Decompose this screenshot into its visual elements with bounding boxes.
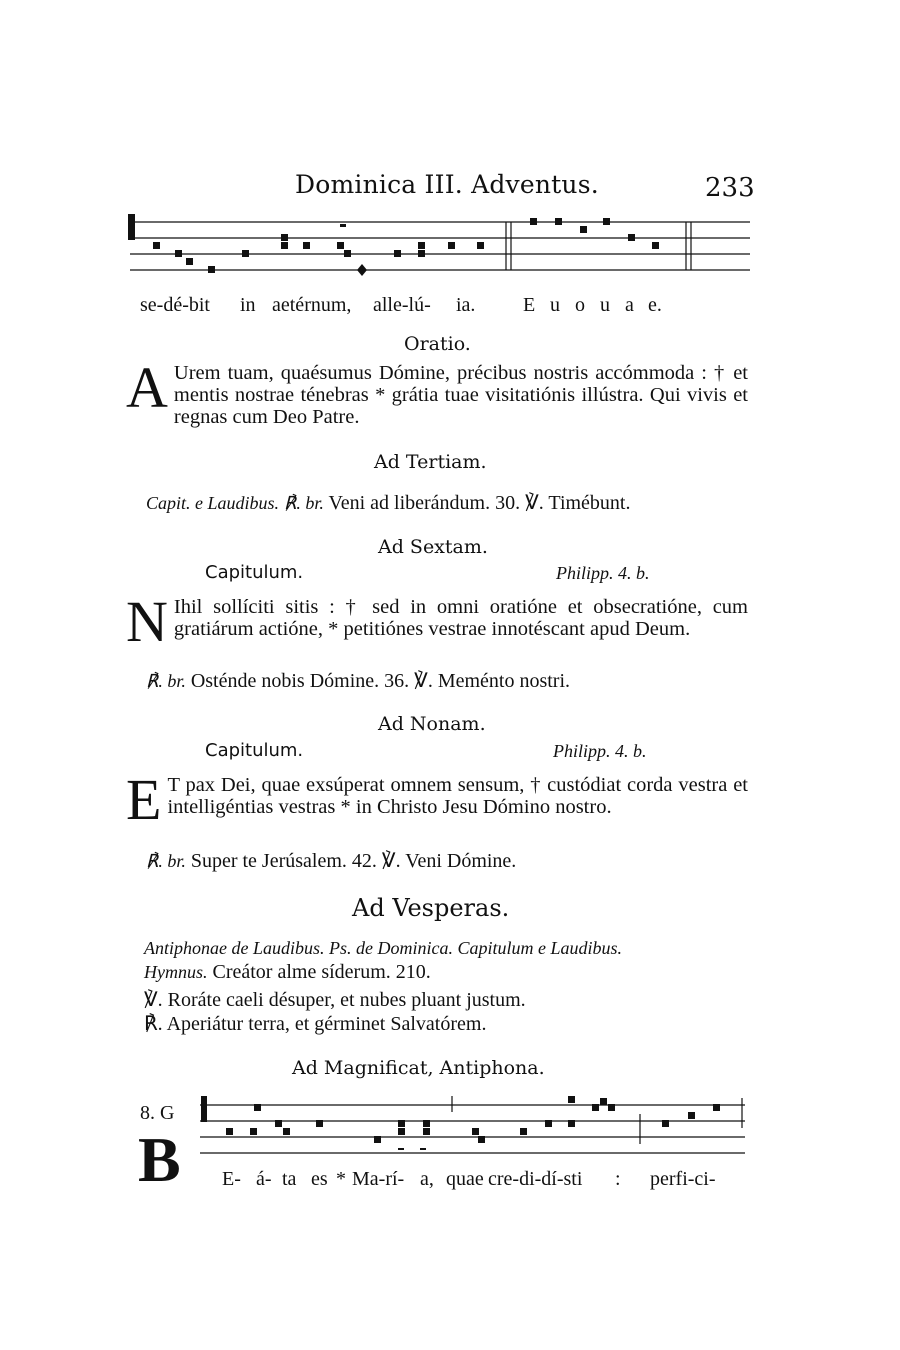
oratio-text: Urem tuam, quaésumus Dómine, précibus nostris accómmoda : † et mentis nostrae ténebras * grátia tuae visitatiónis illústra. Qui vivis et regnas cum Deo Patre.: [173, 362, 748, 428]
nonam-heading: Ad Nonam.: [378, 713, 486, 735]
chant1-syllable: e.: [648, 294, 662, 316]
sextam-resp-text: Osténde nobis Dómine. 36. ℣. Meménto nostri.: [190, 670, 571, 692]
nonam-paragraph: [126, 767, 748, 832]
sextam-reference: Philipp. 4. b.: [556, 563, 650, 583]
sextam-capitulum: Capitulum.: [205, 562, 304, 583]
mode-label: 8. G: [140, 1102, 175, 1124]
nonam-reference: Philipp. 4. b.: [553, 741, 647, 761]
tertiam-text: Veni ad liberándum. 30. ℣. Timébunt.: [328, 492, 631, 514]
nonam-responsory: [146, 848, 516, 873]
magnificat-syllable: a,: [420, 1168, 434, 1190]
oratio-paragraph: [126, 355, 748, 428]
chant1-syllable: u: [600, 294, 610, 316]
vesperas-response: ℟. Aperiátur terra, et gérminet Salvatórem.: [144, 1013, 487, 1035]
tertiam-line: [146, 490, 631, 515]
magnificat-heading: Ad Magnificat, Antiphona.: [292, 1057, 545, 1079]
magnificat-syllable: ta: [282, 1168, 297, 1190]
tertiam-resp: ℟. br.: [284, 493, 324, 513]
tertiam-heading: Ad Tertiam.: [374, 451, 487, 473]
vesperas-hymnus: Hymnus.: [144, 962, 208, 982]
sextam-responsory: [146, 668, 570, 693]
oratio-dropcap: A: [126, 355, 168, 420]
vesperas-versicle: ℣. Roráte caeli désuper, et nubes pluant justum.: [144, 989, 526, 1011]
vesperas-line2: [144, 961, 431, 984]
sextam-resp-label: ℟. br.: [146, 671, 186, 691]
magnificat-syllable: á-: [256, 1168, 272, 1190]
initial-letter: B: [138, 1124, 181, 1195]
magnificat-syllable: perfi-ci-: [650, 1168, 716, 1190]
chant1-syllable: E: [523, 294, 536, 316]
tertiam-italic: Capit. e Laudibus.: [146, 493, 280, 513]
magnificat-syllable: es: [311, 1168, 328, 1190]
oratio-heading: Oratio.: [404, 333, 471, 355]
magnificat-syllable: E-: [222, 1168, 241, 1190]
chant1-syllable: alle-lú-: [373, 294, 431, 316]
magnificat-syllable: Ma-rí-: [352, 1168, 405, 1190]
chant1-syllable: a: [625, 294, 634, 316]
page-title: Dominica III. Adventus.: [295, 170, 599, 199]
page-number: 233: [705, 173, 755, 203]
nonam-resp-text: Super te Jerúsalem. 42. ℣. Veni Dómine.: [190, 850, 517, 872]
sextam-text: Ihil sollíciti sitis : † sed in omni oratióne et obsecratióne, cum gratiárum actióne, * petitiónes vestrae innotéscant apud Deum.: [173, 596, 748, 640]
chant1-syllable: u: [550, 294, 560, 316]
chant1-syllable: ia.: [456, 294, 476, 316]
chant1-syllable: aetérnum,: [272, 294, 352, 316]
nonam-capitulum: Capitulum.: [205, 740, 304, 761]
magnificat-syllable: cre-di-dí-sti: [488, 1168, 583, 1190]
vesperas-hymn-text: Creátor alme síderum. 210.: [212, 961, 431, 983]
magnificat-syllable: *: [336, 1168, 346, 1190]
magnificat-syllable: quae: [446, 1168, 484, 1190]
chant1-syllable: se-dé-bit: [140, 294, 210, 316]
magnificat-syllable: :: [615, 1168, 621, 1190]
chant1-syllable: o: [575, 294, 585, 316]
sextam-paragraph: [126, 589, 748, 654]
chant1-syllable: in: [240, 294, 256, 316]
nonam-resp-label: ℟. br.: [146, 851, 186, 871]
nonam-dropcap: E: [126, 767, 162, 832]
sextam-heading: Ad Sextam.: [378, 536, 488, 558]
chant-staff-2: [0, 1088, 900, 1168]
sextam-dropcap: N: [126, 589, 168, 654]
vesperas-heading: Ad Vesperas.: [352, 894, 510, 922]
vesperas-line1: Antiphonae de Laudibus. Ps. de Dominica. Capitulum e Laudibus.: [144, 938, 622, 958]
nonam-text: T pax Dei, quae exsúperat omnem sensum, † custódiat corda vestra et intelligéntias vestras * in Christo Jesu Dómino nostro.: [167, 774, 748, 818]
